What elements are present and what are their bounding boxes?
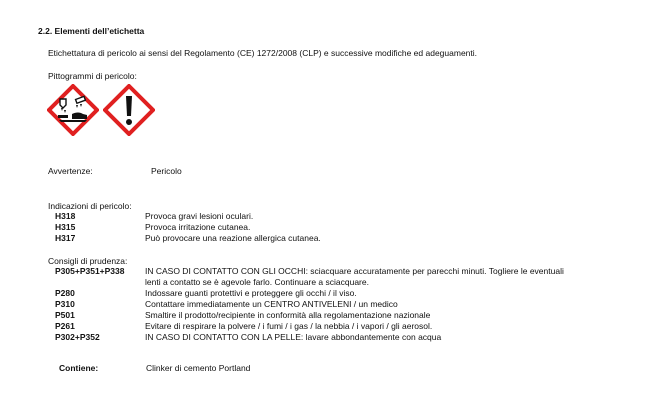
section-title: 2.2. Elementi dell’etichetta: [38, 26, 145, 36]
precaution-code: P501: [55, 310, 75, 320]
signal-word-label: Avvertenze:: [48, 166, 93, 176]
hazard-code: H315: [55, 222, 76, 232]
precaution-text-continued: lenti a contatto se è agevole farlo. Continuare a sciacquare.: [145, 277, 369, 287]
precaution-text: Contattare immediatamente un CENTRO ANTIVELENI / un medico: [145, 299, 398, 309]
exclamation-mark-icon: [103, 84, 155, 136]
precaution-code: P305+P351+P338: [55, 266, 125, 276]
precaution-text: IN CASO DI CONTATTO CON LA PELLE: lavare abbondantemente con acqua: [145, 332, 442, 342]
precaution-code: P310: [55, 299, 75, 309]
contains-value: Clinker di cemento Portland: [146, 363, 251, 373]
hazard-code: H317: [55, 233, 76, 243]
hazard-statements-label: Indicazioni di pericolo:: [48, 201, 132, 211]
hazard-text: Provoca gravi lesioni oculari.: [145, 211, 254, 221]
precaution-code: P302+P352: [55, 332, 100, 342]
clp-intro-text: Etichettatura di pericolo ai sensi del Regolamento (CE) 1272/2008 (CLP) e successive modifiche ed adeguamenti.: [48, 48, 478, 58]
signal-word-value: Pericolo: [151, 166, 182, 176]
hazard-text: Può provocare una reazione allergica cutanea.: [145, 233, 321, 243]
corrosion-icon: [47, 84, 99, 136]
precaution-text: IN CASO DI CONTATTO CON GLI OCCHI: sciacquare accuratamente per parecchi minuti. Togliere le eventuali: [145, 266, 564, 276]
precautionary-statements-label: Consigli di prudenza:: [48, 256, 128, 266]
pictograms-row: [47, 84, 155, 136]
contains-label: Contiene:: [59, 363, 99, 373]
hazard-code: H318: [55, 211, 76, 221]
precaution-text: Indossare guanti protettivi e proteggere gli occhi / il viso.: [145, 288, 357, 298]
pictograms-label: Pittogrammi di pericolo:: [48, 71, 137, 81]
hazard-text: Provoca irritazione cutanea.: [145, 222, 251, 232]
precaution-code: P280: [55, 288, 75, 298]
precaution-code: P261: [55, 321, 75, 331]
precaution-text: Evitare di respirare la polvere / i fumi / i gas / la nebbia / i vapori / gli aerosol.: [145, 321, 433, 331]
precaution-text: Smaltire il prodotto/recipiente in conformità alla regolamentazione nazionale: [145, 310, 431, 320]
